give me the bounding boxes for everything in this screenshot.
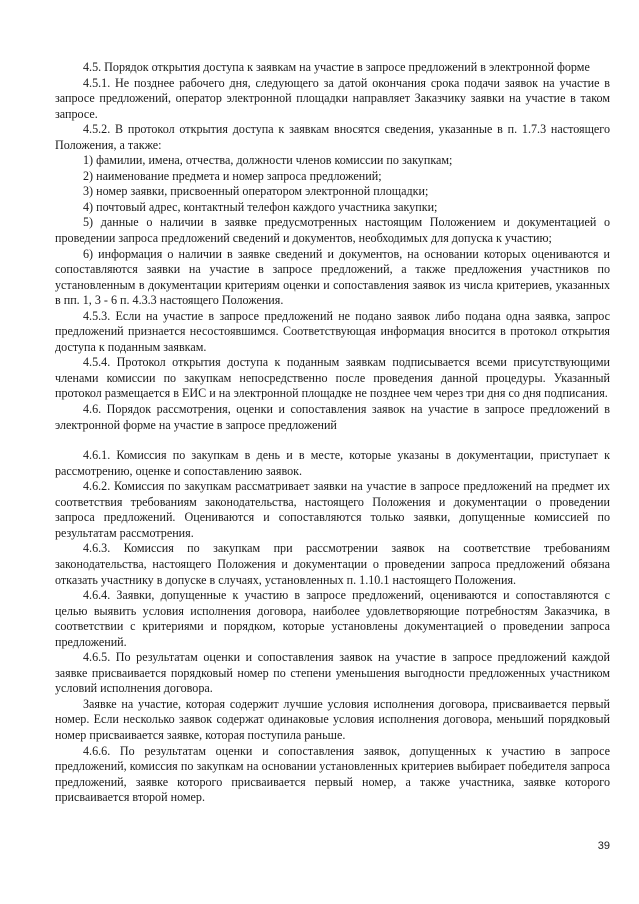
paragraph-4-6-5: 4.6.5. По результатам оценки и сопоставления заявок на участие в запросе предложений каждой заявке присваивается порядковый номер по степени уменьшения выгодности предложенных участником условий исполнения договора. [55, 650, 610, 696]
section-heading-4-5: 4.5. Порядок открытия доступа к заявкам на участие в запросе предложений в электронной форме [83, 60, 590, 74]
list-item-2: 2) наименование предмета и номер запроса предложений; [83, 168, 382, 183]
paragraph-4-6-4: 4.6.4. Заявки, допущенные к участию в запросе предложений, оцениваются и сопоставляются с целью выявить условия исполнения договора, наиболее удовлетворяющие потребностям Заказчика, в соответствии с критериями и порядком, которые установлены документацией о проведении запроса предложений. [55, 588, 610, 649]
document-body [55, 60, 610, 806]
page-number: 39 [597, 840, 610, 852]
paragraph-4-5-3: 4.5.3. Если на участие в запросе предложений не подано заявок либо подана одна заявка, запрос предложений признается несостоявшимся. Соответствующая информация вносится в протокол открытия доступа к поданным заявкам. [55, 308, 610, 354]
section-heading-4-6: 4.6. Порядок рассмотрения, оценки и сопоставления заявок на участие в запросе предложений в электронной форме на участие в запросе предложений [55, 402, 610, 432]
paragraph-4-5-2: 4.5.2. В протокол открытия доступа к заявкам вносятся сведения, указанные в п. 1.7.3 настоящего Положения, а также: [55, 122, 610, 152]
list-item-6: 6) информация о наличии в заявке сведений и документов, на основании которых оцениваются и сопоставляются заявки на участие в запросе предложений, а также предложения участников по установленным в документации критериям оценки и сопоставления заявок из числа критериев, указанных в пп. 1, 3 - 6 п. 4.3.3 настоящего Положения. [55, 246, 610, 308]
paragraph-first-number: Заявке на участие, которая содержит лучшие условия исполнения договора, присваивается первый номер. Если несколько заявок содержат одинаковые условия исполнения договора, меньший порядковый номер присваивается заявке, которая поступила раньше. [55, 696, 610, 742]
paragraph-4-6-2: 4.6.2. Комиссия по закупкам рассматривает заявки на участие в запросе предложений на предмет их соответствия требованиям законодательства, настоящего Положения и документации о проведении запроса предложений. Оцениваются и сопоставляются только заявки, допущенные комиссией по результатам рассмотрения. [55, 479, 610, 540]
list-item-1: 1) фамилии, имена, отчества, должности членов комиссии по закупкам; [83, 153, 453, 168]
list-item-4: 4) почтовый адрес, контактный телефон каждого участника закупки; [83, 199, 438, 214]
paragraph-4-5-4: 4.5.4. Протокол открытия доступа к поданным заявкам подписывается всеми присутствующими членами комиссии по закупкам непосредственно после проведения данной процедуры. Указанный протокол размещается в ЕИС и на электронной площадке не позднее чем через три дня со дня подписания. [55, 355, 610, 401]
list-item-5: 5) данные о наличии в заявке предусмотренных настоящим Положением и документацией о проведении запроса предложений сведений и документов, необходимых для допуска к участию; [55, 215, 610, 246]
list-item-3: 3) номер заявки, присвоенный оператором электронной площадки; [83, 184, 429, 199]
paragraph-4-6-3: 4.6.3. Комиссия по закупкам при рассмотрении заявок на соответствие требованиям законодательства, настоящего Положения и документации о проведении запроса предложений обязана отказать участнику в допуске в случаях, установленных п. 1.10.1 настоящего Положения. [55, 541, 610, 587]
paragraph-4-5-1: 4.5.1. Не позднее рабочего дня, следующего за датой окончания срока подачи заявок на участие в запросе предложений, оператор электронной площадки направляет Заказчику заявки на участие в таком запросе. [55, 75, 610, 121]
paragraph-4-6-1: 4.6.1. Комиссия по закупкам в день и в месте, которые указаны в документации, приступает к рассмотрению, оценке и сопоставлению заявок. [55, 448, 610, 478]
paragraph-4-6-6: 4.6.6. По результатам оценки и сопоставления заявок, допущенных к участию в запросе предложений, комиссия по закупкам на основании установленных критериев выбирает победителя запроса предложений, заявке которого присваивается первый номер, а также участника, заявке которого присваивается второй номер. [55, 743, 610, 805]
